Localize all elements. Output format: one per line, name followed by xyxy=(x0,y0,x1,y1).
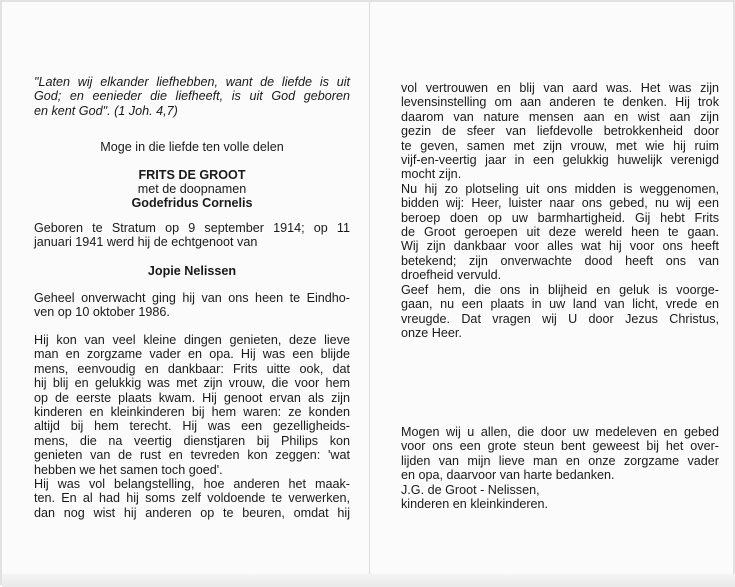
quote-line: "Laten wij elkander liefhebben, want de liefde is uit xyxy=(34,75,350,89)
text-line: Geheel onverwacht ging hij van ons heen te Eindho- xyxy=(34,291,350,305)
text-line: kinderen en kleinkinderen bij hem waren: ze konden xyxy=(34,405,350,420)
quote-line: en kent God". (1 Joh. 4,7) xyxy=(34,103,178,118)
text-line: Hij was vol belangstelling, hoe anderen het maak- xyxy=(34,477,350,492)
signature-line: J.G. de Groot - Nelissen, xyxy=(401,483,540,497)
baptism-intro: met de doopnamen xyxy=(137,182,247,196)
text-line: genieten van de rust en tevreden kon zeggen: 'wat xyxy=(34,448,350,463)
death-text xyxy=(34,291,350,320)
thank-you-text xyxy=(401,425,719,483)
text-line: Hij kon van veel kleine dingen genieten, deze lieve xyxy=(34,333,350,347)
text-line: levensinstelling om aan anderen te denken. Hij trok xyxy=(401,95,719,110)
text-line: Geboren te Stratum op 9 september 1914; op 11 xyxy=(34,221,350,235)
text-line: gezin de sfeer van liefdevolle betrokkenheid door xyxy=(401,124,719,139)
bible-quote xyxy=(34,75,350,118)
birth-marriage-text xyxy=(34,221,350,250)
text-line: dan nog wist hij anderen op te beuren, omdat hij xyxy=(34,505,350,520)
quote-line: God; en eenieder die liefheeft, is uit God geboren xyxy=(34,89,350,104)
text-line: hebben we het samen toch goed'. xyxy=(34,462,223,477)
text-line: gaan, nu een plaats in uw land van licht, vrede en xyxy=(401,297,719,312)
share-line: Moge in die liefde ten volle delen xyxy=(100,140,284,154)
text-line: januari 1941 werd hij de echtgenoot van xyxy=(34,235,258,250)
text-line: hij blij en gelukkig was met zijn vrouw, die voor hem xyxy=(34,376,350,391)
text-line: daarom van nature mensen aan en wist aan zijn xyxy=(401,109,719,124)
text-line: mocht zijn. xyxy=(401,167,462,182)
signature-line: kinderen en kleinkinderen. xyxy=(401,497,549,512)
text-line: droefheid vervuld. xyxy=(401,268,502,283)
card-fold-line xyxy=(369,2,370,587)
text-line: vijf-en-veertig jaar in een gelukkig huwelijk verenigd xyxy=(401,153,719,168)
text-line: man en zorgzame vader en opa. Hij was een blijde xyxy=(34,347,350,362)
text-line: betekend; zijn onverwachte dood heeft ons van xyxy=(401,253,719,268)
text-line: vol vertrouwen en blij van aard was. Het was zijn xyxy=(401,81,719,95)
biography-left xyxy=(34,333,350,520)
text-line: de Groot geroepen uit deze wereld heen te gaan. xyxy=(401,225,719,240)
text-line: voor ons een grote steun bent geweest bij het over- xyxy=(401,439,719,454)
text-line: mens, die na veertig dienstjaren bij Philips kon xyxy=(34,433,350,448)
biography-right xyxy=(401,81,719,340)
text-line: bidden wij: Heer, luister naar ons gebed, nu wij een xyxy=(401,196,719,211)
text-line: beroep doen op uw barmhartigheid. Gij hebt Frits xyxy=(401,210,719,225)
text-line: mens, eenvoudig en dankbaar: Frits uitte ook, dat xyxy=(34,361,350,376)
text-line: Geef hem, die ons in blijheid en geluk is voorge- xyxy=(401,282,719,297)
card-bottom-edge xyxy=(2,574,735,587)
text-line: lijden van mijn lieve man en onze zorgzame vader xyxy=(401,453,719,468)
text-line: ten. En al had hij soms zelf voldoende te verwerken, xyxy=(34,491,350,506)
text-line: en opa, daarvoor van harte bedanken. xyxy=(401,468,615,483)
text-line: op de eerste plaats kwam. Hij genoot ervan als zijn xyxy=(34,390,350,405)
text-line: onze Heer. xyxy=(401,325,462,340)
signature xyxy=(401,483,719,512)
text-line: Mogen wij u allen, die door uw medeleven en gebed xyxy=(401,425,719,439)
text-line: ven op 10 oktober 1986. xyxy=(34,305,170,320)
deceased-name: FRITS DE GROOT xyxy=(138,168,246,182)
text-line: te geven, samen met zijn vrouw, met wie hij ruim xyxy=(401,138,719,153)
text-line: altijd bij hem terecht. Hij was een gezelligheids- xyxy=(34,419,350,434)
baptism-names: Godefridus Cornelis xyxy=(131,196,253,210)
text-line: Nu hij zo plotseling uit ons midden is weggenomen, xyxy=(401,181,719,196)
text-line: Wij zijn dankbaar voor alles wat hij voor ons heeft xyxy=(401,239,719,254)
spouse-name: Jopie Nelissen xyxy=(147,264,237,278)
text-line: vreugde. Dat vragen wij U door Jezus Christus, xyxy=(401,311,719,326)
